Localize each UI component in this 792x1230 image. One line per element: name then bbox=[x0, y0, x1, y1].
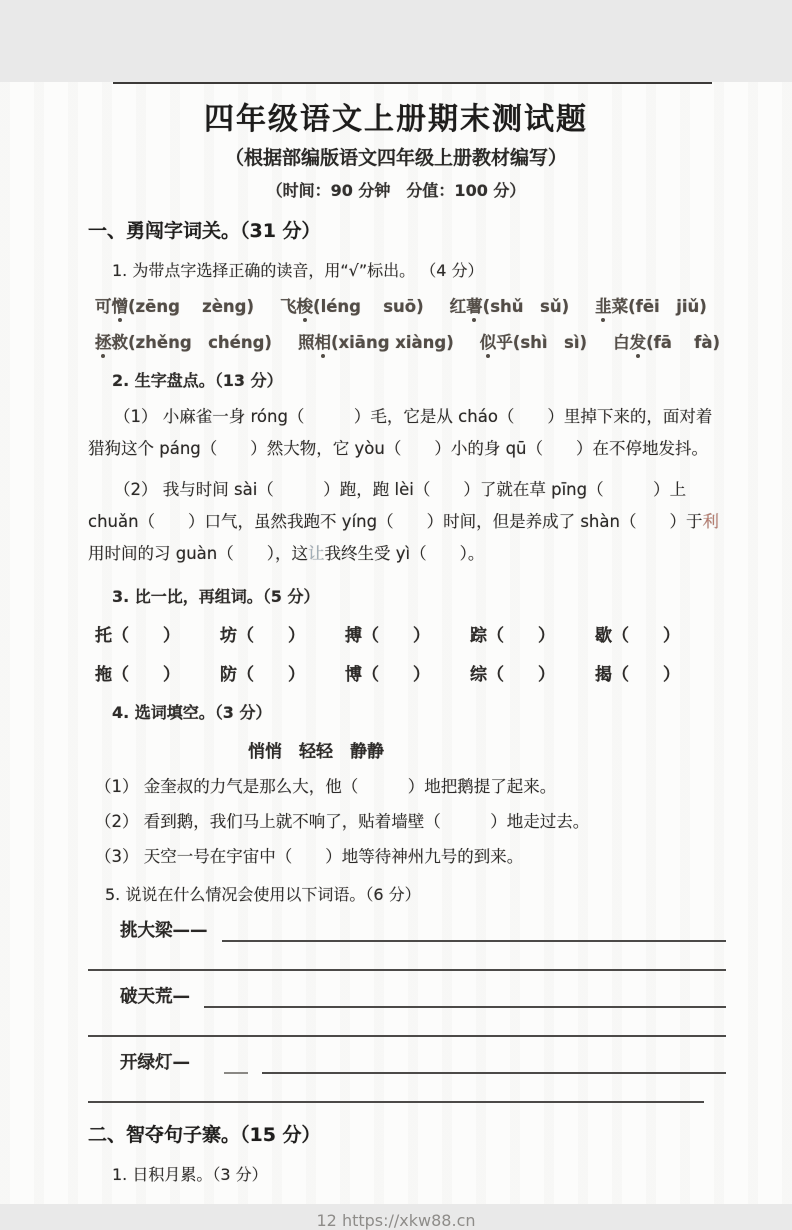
reading-item bbox=[298, 329, 454, 353]
pinyin-options: (shǔ sǔ) bbox=[482, 297, 570, 316]
q5-heading: 5. 说说在什么情况会使用以下词语。（6 分） bbox=[105, 885, 421, 905]
compare-words-row-1 bbox=[88, 621, 726, 646]
term-row-kailvdeng bbox=[120, 1049, 726, 1074]
pinyin-row-2 bbox=[88, 329, 726, 353]
word-blank: 揭（ ） bbox=[595, 665, 680, 686]
page-number-and-url: 12 https://xkw88.cn bbox=[316, 1211, 476, 1230]
dotted-char: 拯 bbox=[95, 329, 112, 353]
reading-item bbox=[613, 329, 720, 353]
word-blank: 歇（ ） bbox=[595, 626, 680, 647]
reading-item bbox=[450, 293, 569, 317]
worksheet-page bbox=[0, 82, 792, 1230]
paragraph-text: （2） 我与时间 sài（ ）跑，跑 lèi（ ）了就在草 pīng（ ）上 chuǎn（ ）口气，虽然我跑不 yíng（ ）时间，但是养成了 shàn（ ）于 bbox=[88, 480, 703, 532]
word-blank: 博（ ） bbox=[345, 665, 430, 686]
pinyin-options: (fā fà) bbox=[646, 333, 721, 352]
highlighted-char-li: 利 bbox=[702, 512, 719, 532]
fill-sentence-2: （2） 看到鹅，我们马上就不响了，贴着墙壁（ ）地走过去。 bbox=[95, 812, 590, 832]
dotted-char: 韭 bbox=[595, 293, 612, 317]
answer-line bbox=[262, 1052, 726, 1075]
page-title: 四年级语文上册期末测试题 bbox=[204, 102, 588, 137]
reading-item bbox=[95, 293, 254, 317]
pinyin-options: 乎(shì sì) bbox=[496, 333, 588, 352]
section1-heading: 一、勇闯字词关。（31 分） bbox=[88, 220, 321, 242]
word-part: 红 bbox=[449, 297, 467, 316]
pinyin-options: 菜(fēi jiǔ) bbox=[611, 297, 707, 316]
dotted-char: 憎 bbox=[112, 293, 129, 317]
paragraph-text: 用时间的习 guàn（ ），这 bbox=[88, 543, 308, 563]
section2-q1-heading: 1. 日积月累。（3 分） bbox=[112, 1165, 268, 1185]
term-label: 挑大梁—— bbox=[120, 921, 208, 942]
q2-paragraph-2 bbox=[88, 474, 726, 569]
fill-sentence-3: （3） 天空一号在宇宙中（ ）地等待神州九号的到来。 bbox=[95, 847, 524, 867]
word-blank: 搏（ ） bbox=[345, 626, 430, 647]
reading-item bbox=[95, 329, 272, 353]
term-label: 破天荒— bbox=[120, 987, 190, 1008]
word-blank: 综（ ） bbox=[470, 665, 555, 686]
top-divider bbox=[113, 82, 712, 84]
compare-words-row-2 bbox=[88, 660, 726, 685]
highlighted-char-rang: 让 bbox=[308, 543, 325, 563]
reading-item bbox=[280, 293, 424, 317]
word-part: 白 bbox=[613, 333, 630, 352]
term-label: 开绿灯— bbox=[120, 1053, 190, 1074]
pinyin-row-1 bbox=[88, 293, 726, 317]
stray-line-mark bbox=[224, 1055, 248, 1075]
worksheet-body bbox=[0, 216, 792, 1185]
q3-heading: 3. 比一比，再组词。（5 分） bbox=[112, 587, 320, 607]
dotted-char: 发 bbox=[630, 329, 647, 353]
reading-item bbox=[595, 293, 707, 317]
word-bank: 悄悄 轻轻 静静 bbox=[248, 742, 384, 763]
answer-line bbox=[204, 986, 726, 1009]
word-part: 可 bbox=[95, 297, 112, 316]
word-blank: 防（ ） bbox=[220, 665, 305, 686]
pinyin-options: (xiāng xiàng) bbox=[330, 333, 454, 352]
reading-item bbox=[480, 329, 587, 353]
answer-line bbox=[88, 1035, 726, 1037]
dotted-char: 似 bbox=[480, 329, 497, 353]
dotted-char: 梭 bbox=[297, 293, 314, 317]
q4-heading: 4. 选词填空。（3 分） bbox=[112, 703, 272, 723]
pinyin-options: 救(zhěng chéng) bbox=[111, 333, 272, 352]
term-row-potianhuang bbox=[120, 983, 726, 1008]
fill-sentence-1: （1） 金奎叔的力气是那么大，他（ ）地把鹅提了起来。 bbox=[95, 777, 557, 797]
word-blank: 踪（ ） bbox=[470, 626, 555, 647]
answer-line bbox=[88, 1101, 704, 1103]
section2-heading: 二、智夺句子寨。（15 分） bbox=[88, 1124, 321, 1147]
answer-line bbox=[222, 920, 727, 943]
word-part: 飞 bbox=[280, 297, 297, 316]
word-part: 照 bbox=[297, 333, 315, 352]
word-blank: 托（ ） bbox=[95, 626, 180, 647]
q1-heading: 1. 为带点字选择正确的读音，用“√”标出。 （4 分） bbox=[112, 261, 484, 280]
answer-line bbox=[88, 969, 726, 971]
q2-paragraph-1: （1） 小麻雀一身 róng（ ）毛，它是从 cháo（ ）里掉下来的，面对着猎狗这个 páng（ ）然大物，它 yòu（ ）小的身 qū（ ）在不停地发抖。 bbox=[88, 407, 713, 458]
dotted-char: 相 bbox=[314, 329, 331, 353]
q2-heading: 2. 生字盘点。（13 分） bbox=[112, 371, 283, 390]
term-row-tiaodaliang bbox=[120, 917, 726, 942]
pinyin-options: (léng suō) bbox=[313, 297, 424, 316]
pinyin-options: (zēng zèng) bbox=[128, 297, 255, 316]
page-subtitle: （根据部编版语文四年级上册教材编写） bbox=[224, 147, 567, 169]
paragraph-text: 我终生受 yì（ ）。 bbox=[324, 543, 485, 563]
exam-time-score: （时间：90 分钟 分值：100 分） bbox=[266, 181, 526, 200]
dotted-char: 薯 bbox=[466, 293, 483, 317]
word-blank: 拖（ ） bbox=[95, 665, 180, 686]
word-blank: 坊（ ） bbox=[220, 626, 305, 647]
